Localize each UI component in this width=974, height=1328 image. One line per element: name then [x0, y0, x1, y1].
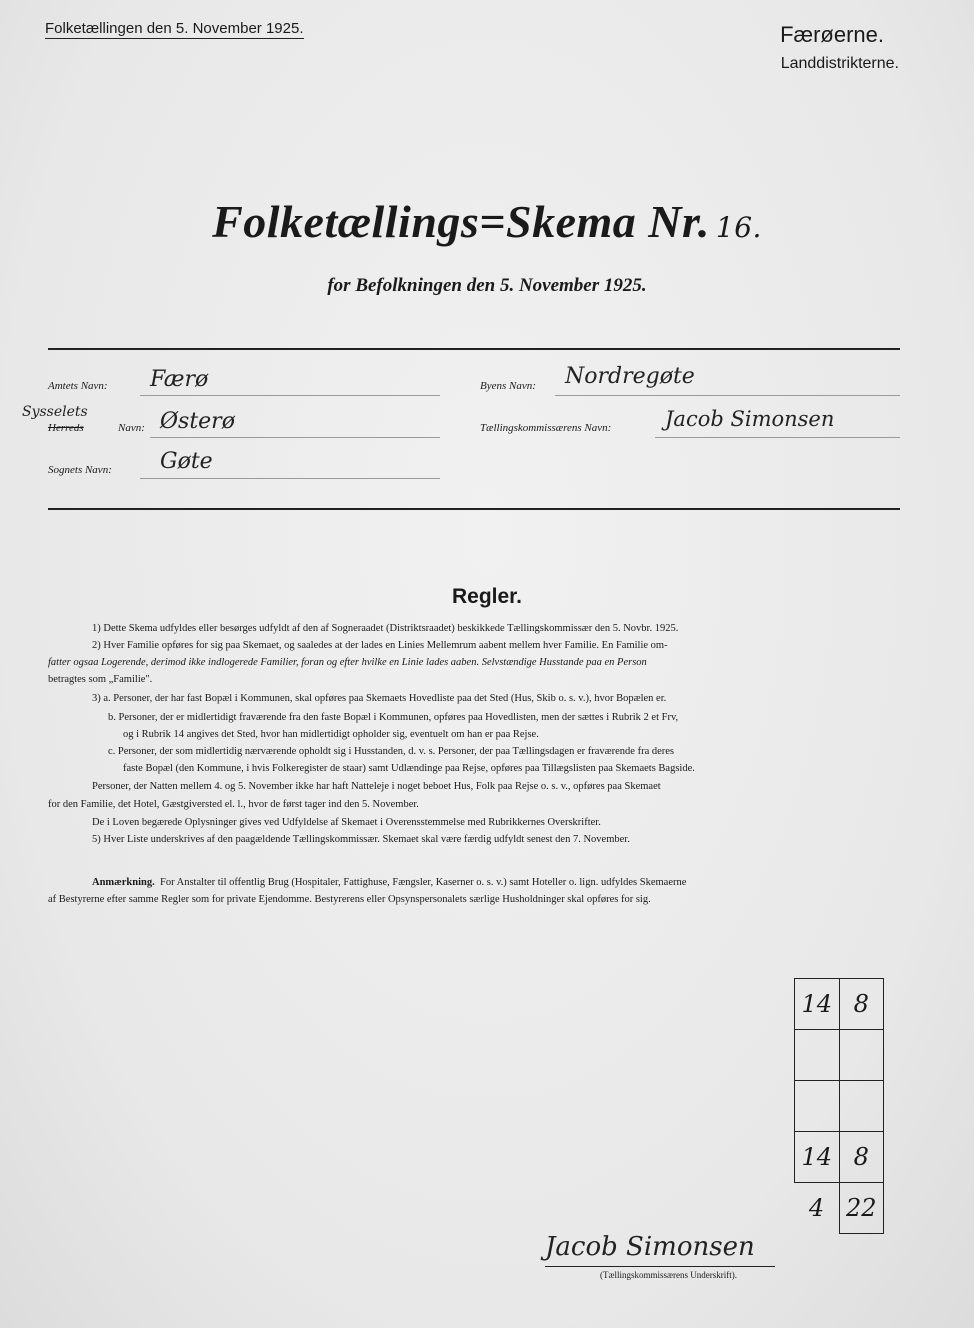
herred-underline — [150, 437, 440, 438]
rule-line: 3) a. Personer, der har fast Bopæl i Kommunen, skal opføres paa Skemaets Hovedliste paa det Sted (Hus, Skib o. s. v.), hvor Bopælen er. — [92, 693, 667, 704]
form-title-text: Folketællings=Skema Nr. — [212, 196, 710, 247]
rule-line: c. Personer, der som midlertidig nærværende opholdt sig i Husstanden, d. v. s. Personer, der paa Tællingsdagen er fraværende fra deres — [108, 746, 675, 757]
by-underline — [555, 395, 900, 396]
kommissaer-value: Jacob Simonsen — [665, 407, 835, 431]
rule-line: De i Loven begærede Oplysninger gives ved Udfyldelse af Skemaet i Overensstemmelse med Rubrikkernes Overskrifter. — [92, 817, 601, 828]
rule-line: Personer, der Natten mellem 4. og 5. November ikke har haft Natteleje i noget beboet Hus, Folk paa Rejse o. s. v., opføres paa Skemaet — [92, 781, 661, 792]
rule-line: betragtes som „Familie". — [48, 674, 153, 685]
bottom-divider — [48, 508, 900, 510]
count-cell — [795, 1081, 840, 1132]
count-cell: 14 — [795, 1132, 840, 1183]
amt-underline — [140, 395, 440, 396]
kommissaer-underline — [655, 437, 900, 438]
form-title — [0, 195, 974, 248]
herred-label-struck: Herreds — [48, 422, 84, 434]
schema-number: 16. — [715, 211, 762, 244]
sogn-label: Sognets Navn: — [48, 464, 112, 476]
rule-line: 2) Hver Familie opføres for sig paa Skemaet, og saaledes at der lades en Linies Mellemrum aabent mellem hver Familie. En Familie om- — [92, 640, 668, 651]
note-line-2: af Bestyrerne efter samme Regler som for private Ejendomme. Bestyrerens eller Opsynspersonalets særlige Husholdninger skal opføres for sig. — [48, 894, 651, 905]
count-cell: 8 — [839, 979, 884, 1030]
form-subtitle: for Befolkningen den 5. November 1925. — [327, 275, 647, 296]
herred-value: Østerø — [160, 409, 235, 434]
region-subtitle: Landdistrikterne. — [780, 55, 899, 72]
top-divider — [48, 348, 900, 350]
count-cell: 8 — [839, 1132, 884, 1183]
signature-caption: (Tællingskommissærens Underskrift). — [600, 1270, 737, 1280]
rule-line: for den Familie, det Hotel, Gæstgiversted el. l., hvor de først tager ind den 5. November. — [48, 799, 419, 810]
rule-line: 1) Dette Skema udfyldes eller besørges udfyldt af den af Sogneraadet (Distriktsraadet) beskikkede Tællingskommissær den 5. Novbr. 1925. — [92, 623, 679, 634]
note-text-1: For Anstalter til offentlig Brug (Hospitaler, Fattighuse, Fængsler, Kaserner o. s. v.) samt Hoteller o. lign. udfyldes Skemaerne — [159, 877, 687, 888]
commissioner-signature: Jacob Simonsen — [545, 1232, 755, 1262]
region-title: Færøerne. — [780, 22, 884, 47]
rule-line: b. Personer, der er midlertidigt fraværende fra den faste Bopæl i Kommunen, opføres paa Hovedlisten, men der sættes i Rubrik 2 et Frv, — [108, 712, 679, 723]
count-total-cell: 4 — [795, 1183, 840, 1234]
sogn-underline — [140, 478, 440, 479]
count-total-cell: 22 — [839, 1183, 884, 1234]
rules-heading: Regler. — [451, 585, 523, 608]
rule-line: faste Bopæl (den Kommune, i hvis Folkeregister de staar) samt Udlændinge paa Rejse, opføres paa Tillægslisten paa Skemaets Bagside. — [123, 763, 695, 774]
count-cell — [839, 1030, 884, 1081]
census-date-header: Folketællingen den 5. November 1925. — [45, 20, 304, 37]
by-value: Nordregøte — [565, 364, 695, 389]
count-cell: 14 — [795, 979, 840, 1030]
sogn-value: Gøte — [160, 449, 213, 474]
rule-line: fatter ogsaa Logerende, derimod ikke indlogerede Familier, foran og efter hvilke en Linie lades aaben. Selvstændige Husstande paa en Person — [48, 657, 647, 668]
amt-label: Amtets Navn: — [48, 380, 108, 392]
amt-value: Færø — [150, 367, 209, 392]
kommissaer-label: Tællingskommissærens Navn: — [480, 422, 612, 434]
note-line-1 — [92, 874, 686, 892]
herred-label-written: Sysselets — [22, 404, 88, 420]
signature-line — [545, 1266, 775, 1267]
rule-line: 5) Hver Liste underskrives af den paagældende Tællingskommissær. Skemaet skal være færdig udfyldt senest den 7. November. — [92, 834, 630, 845]
by-label: Byens Navn: — [480, 380, 536, 392]
note-label: Anmærkning. — [92, 877, 155, 888]
count-cell — [839, 1081, 884, 1132]
count-table — [794, 978, 884, 1234]
count-cell — [795, 1030, 840, 1081]
rule-line: og i Rubrik 14 angives det Sted, hvor han midlertidigt opholder sig, eventuelt om han er paa Rejse. — [123, 729, 539, 740]
herred-label: Navn: — [118, 422, 145, 434]
